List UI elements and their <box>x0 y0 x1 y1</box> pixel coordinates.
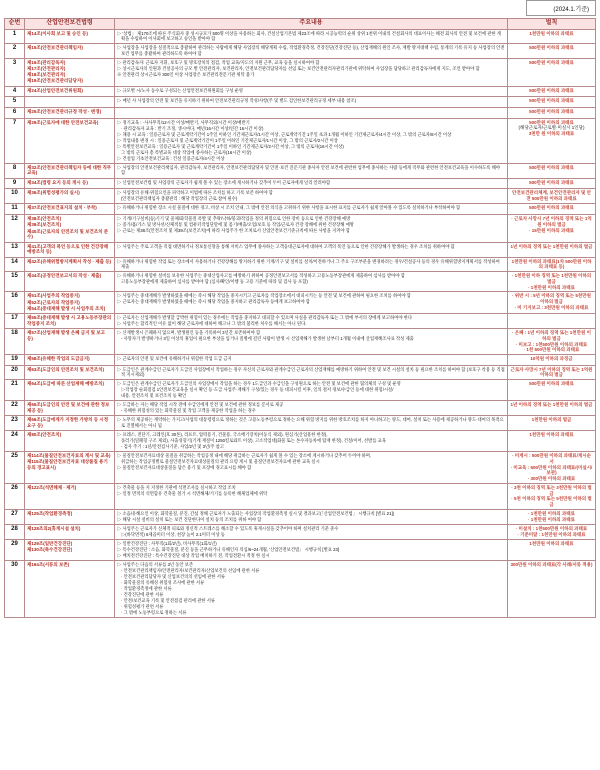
row-law: 제64조(도급에 따른 산업재해 예방조치) <box>25 380 115 401</box>
row-penalty: 1천만원 이하의 벌금 <box>508 416 596 431</box>
row-penalty: 안전보건관리체계, 보건안전관리자 및 안전 500만원 이하의 과태료 <box>508 189 596 204</box>
row-penalty: · 3천 이하의 징역 또는 3천만원 이하의 벌금 · 5천 이하의 징역 또는 5천만원 이하의 벌금 <box>508 483 596 509</box>
row-penalty: 500만원 이하의 과태료 <box>508 44 596 59</box>
row-number: 27 <box>5 509 25 524</box>
row-number: 10 <box>5 189 25 204</box>
row-number: 20 <box>5 365 25 380</box>
row-number: 21 <box>5 380 25 401</box>
table-body <box>5 29 596 617</box>
row-law: 제57조(산업재해 발생 은폐 금지 및 보고 등) <box>25 329 115 355</box>
row-number: 26 <box>5 483 25 509</box>
row-penalty: 1천만원 이하의 과태료 <box>508 431 596 452</box>
row-number: 9 <box>5 178 25 189</box>
row-penalty: 300만원 이하의 과태료(각 사례/서류 적용) <box>508 560 596 617</box>
row-law: 제65조(도급인의 안전 및 보건에 관한 정보 제공 등) <box>25 401 115 416</box>
row-law: 제122조(석면해체 · 제거) <box>25 483 115 509</box>
table-row <box>5 163 596 178</box>
row-content: ▷ 정기교육 : ·사사무직/12시간 이상/매반기, 사무직외/시간 이상/매반기 · 관리감독자 교육 : 반기 조정, 생시마다, 매년/16시간 이상/연간 16시간 이상) ▷ 채용 시 교육 : 일용근로자 및 근로계약기간이 1주일 이하인 기간제근로자/1시간 이상, 근로계약기간 1주일 초과 1개월 이하인 기간제근로자/4시간 이상, 그 밖의 근로자/8시간 이상 ▷ 작업내용 변경 시 : 일용근로자 및 근로계약기간이 1주일 이하인 기간제근로자/1시간 이상, 그 밖의 근로자/2시간 이상 ▷ 특별안전보건교육 : 일용근로자 및 근로계약기간이 1주일 이하인 기간제근로자/2시간 이상, 그 밖의 근로자(16시간 이상) 그 밖의 근로자 총 특별교육 대상 작업에 종사하는 근로자(16시간 이상) ▷ 건설업 기초안전보건교육 : 건설 일용근로자/4시간 이상 <box>115 118 508 163</box>
table-row <box>5 524 596 539</box>
row-penalty: 1천만원 이하의 과태료 <box>508 29 596 44</box>
row-law: 제42조(유해위험방지계획서 작성 · 제출 등) <box>25 257 115 272</box>
row-number: 17 <box>5 314 25 329</box>
row-penalty: 500만원 이하의 과태료 <box>508 58 596 86</box>
row-law: 제36조(위험성평가의 실시) <box>25 189 115 204</box>
table-row <box>5 204 596 215</box>
table-header-row <box>5 19 596 30</box>
row-penalty: · 1천만원 이하의 과태료 · 1천만원 이하의 과태료 <box>508 509 596 524</box>
row-law: 제14조(이사회 보고 및 승인 등) <box>25 29 115 44</box>
row-penalty: 500만원 이하의 과태료 <box>508 380 596 401</box>
row-content: ▷ 관리감독자: 근로자 지휘, 보호구 및 방호장치의 점검, 작업 교육/지도의 지원 근무, 교육 등을 실시하여야 함 ▷ 상시근로자의 인원과 건설공사의 규모 별 안전관리자, 보건관리자, 안전보건관리담당자를 선임 또는 보건안전관리자관리기관에 위탁하여 사업장을 담당하고 관리감독자에게 지도, 조언 받아야 함 ※ 안전관리 상시근로자 300인 이상 사업장은 보건관리전문기관 위탁 불가 <box>115 58 508 86</box>
row-law: 제55조(중대재해 발생 시 고용노동부장관의 작업중지 조치) <box>25 314 115 329</box>
row-law: 제44조(공정안전보고서의 작성 · 제출) <box>25 272 115 292</box>
row-number: 12 <box>5 215 25 243</box>
table-row <box>5 178 596 189</box>
row-law: 제66조(도급에게가 지정한 가방치 등 시정 요구 등) <box>25 416 115 431</box>
row-law: 제164조(서류의 보존) <box>25 560 115 617</box>
row-penalty: 1천만원 이하의 과태료 <box>508 539 596 560</box>
row-content: ▷ 근로자는 산업재해가 발생할 급박한 위험이 있는 경우에는 작업을 중지하고 대피할 수 있으며 사실을 관리감독자 또는 그 밖에 부서의 장에게 보고하여야 한다 ▷ 사업주는 합리적인 이유 없이 해당 근로자에 대하여 해고나 그 밖의 불리한 처우를 해서는 아니 된다. <box>115 314 508 329</box>
row-number: 16 <box>5 292 25 314</box>
row-number: 22 <box>5 401 25 416</box>
row-content: ▷ 근로자의 안전 및 보건에 유해하거나 위험한 작업 도급 금지 <box>115 355 508 366</box>
row-law: 제34조(법령 요지 등의 게시 등) <box>25 178 115 189</box>
row-number: 18 <box>5 329 25 355</box>
row-number: 8 <box>5 163 25 178</box>
row-content: ▷ 도급인은 관계수급인 근로자가 도급인의 사업장에서 작업을 하는 경우 1도급인과 수급인을 구성원으로 하는 안전 및 보건에 관한 협의체의 구성 및 운영 ▷작업장 순회점검 1안전보건교육을 실시 확인 등·도급 사업주·재해가 구성/있는 경우 등 대피시킬 이후, 일의 철저 경보/수급인 등에 대한 위험/시설/ 내용, 안전조치 및 보건조치 등 확인 <box>115 380 508 401</box>
row-number: 29 <box>5 539 25 560</box>
row-number: 14 <box>5 257 25 272</box>
row-law: 제129조(일반건강진단) 제130조(특수건강진단) <box>25 539 115 560</box>
col-header-content: 주요내용 <box>115 19 508 30</box>
row-law: 제16조(관리감독자) 제17조(안전관리자) 제18조(보건관리자) 제19조(안전보건관리담당자) <box>25 58 115 86</box>
table-row <box>5 118 596 163</box>
table-row <box>5 329 596 355</box>
row-penalty: 500만원 이하의 과태료 <box>508 108 596 119</box>
row-law: 제63조(도급인의 안전조치 및 보건조치) <box>25 365 115 380</box>
row-number: 24 <box>5 431 25 452</box>
row-number: 13 <box>5 242 25 257</box>
row-number: 5 <box>5 97 25 108</box>
row-law: 제41조(고객의 폭언 등으로 인한 건강장해 예방조치 등) <box>25 242 115 257</box>
row-content: ▷ 사업주는 주로 고객을 직접 대면하거나 정보통신망을 통해 서비스 업무에 종사하는 고객응대근로자에 대하여 고객의 폭언 등으로 인한 건강장해가 발생하는 경우 조치를 취하여야 함 <box>115 242 508 257</box>
row-penalty <box>508 314 596 329</box>
row-content: ▷ 유해하거나 위험한 설비를 보유한 사업주는 중대산업사고를 예방하기 위하여 공정안전보고서를 작성하고 고용노동부장관에게 제출하여 심사를 받아야 함 고용노동부장관에게 제출하여 심사를 받아야 함 (심사/확인/이행 등 고용 기준에 따라 및 검사 등 포함) <box>115 272 508 292</box>
row-number: 11 <box>5 204 25 215</box>
row-number: 25 <box>5 452 25 484</box>
row-penalty: 500만원 이하의 과태료 <box>508 204 596 215</box>
row-content: ▷ 물질안전보건자료대상 물질을 취급하는 작업공정 내에 해당 취급하는 근로자가 쉽게 볼 수 있는 장소에 게시하거나 갖추어 두어야 하며, 취급하는 작업공정별로 물질안전보건자료대상물질의 관리 요령 게시 및 물질안전보건자료에 관한 교육 실시 ▷ 물질안전보건자료대상물질을 담은 용기 및 포장에 경고표시를 해야 함 <box>115 452 508 484</box>
table-row <box>5 242 596 257</box>
law-summary-table <box>4 18 596 618</box>
row-content: ▷ '상법」 제170조에 따른 주식회사 중 성시규모가 500명 이상을 사용하는 회사, 건설산업기본법 제23조에 따라 시공능력의 순위 상위 1천위 이내의 건설회사의 대표이사는 해전 회사의 안전 및 보건에 관한 계획을 수립하여 이사회에 보고하고 승인을 받아야 함 <box>115 29 508 44</box>
row-penalty: · 미게시 : 500만원 이하의 과태료/게시순서 · 미교육 : 500만원 이하의 과태료/(미실시/보관) · 300만원 이하의 과태료 <box>508 452 596 484</box>
row-number: 28 <box>5 524 25 539</box>
row-penalty: 근로자 사망시 7년 이하의 징역 또는 1억원 이하의 벌금 <box>508 365 596 380</box>
row-penalty: 1년 이하의 징역 또는 1천만원 이하의 벌금 <box>508 242 596 257</box>
row-law: 제25조(안전보건관리규정 작성 · 변경) <box>25 108 115 119</box>
row-number: 6 <box>5 108 25 119</box>
row-penalty: 500만원 이하의 과태료 <box>508 97 596 108</box>
row-number: 3 <box>5 58 25 86</box>
row-law: 제125조(작업환경측정) <box>25 509 115 524</box>
row-content: ▷ 일반건강진단 : 사무직(1회/2년), 비사무직(1회/1년) ▷ 특수건강진단 : 소음, 화학물질, 분진 등을 근무하거나 유해인자 의심/6~24개월, '산업안전보건법」 시행규칙 [별표 23] ▷ 배치전건강진단 : 특수건강진단 대상 작업 배치하기 전, 작업전환시 적정 한 실시 <box>115 539 508 560</box>
row-content: ▷ 소음/유해요인 이상, 화학물질, 분진, 간섭 정해 근로자가 노출되는 사업장의 작업환경측정 실시 및 결과보고(「산업안전보건법」 시행규칙 [별표 21]) ▷ 해당 시설 설비의 설치 또는 보건 진단한다이 설치 등의 조치를 취하 여야 함 <box>115 509 508 524</box>
row-content: ▷ 규모별 시/노사 동수로 구성되는 산업안전보건위원회를 구성 운영 <box>115 86 508 97</box>
table-row <box>5 257 596 272</box>
row-number: 2 <box>5 44 25 59</box>
table-row <box>5 189 596 204</box>
date-note: (2024.1.기준) <box>526 0 596 16</box>
row-number: 7 <box>5 118 25 163</box>
row-content: ▷ 유해하거나 위험한 장소 시설 물질에 대한 경고, 비상 시 조치 안내, 그 밖에 안전 의식을 고취하기 위한 사항을 표시한 표지를 근로자가 쉽게 알아볼 수 있도록 설치하거나 부착하여야 함 <box>115 204 508 215</box>
row-law: 제80조(안전조치) <box>25 431 115 452</box>
row-content: ▷ 건축물 등을 지 지정한 기관에 석면조사를 실시하고 작업 조치 ▷ 일정 면적의 석면함유 건축물 철거 시 석면해체/거기를 등록한 해체업체에 위탁 <box>115 483 508 509</box>
row-content: ▷ 도급인은 관계수급인 근로자가 도급인 사업장에서 작업하는 경우 자신의 근로자와 관계수급인 근로자의 산업재해를 예방하기 위하여 안전 및 보건 시설의 설치 등 필요한 조치를 하여야 함 (보호구 착용 등 직접적 지시제외) <box>115 365 508 380</box>
row-content: ▷ 기계/기구설비(등)기기 및 물체/화학물질 폭발 및 추락/낙하/붕괴/작업을 정의 위험으로 인한 장비 등으로 인한 건강장해 예방 ▷ 증가/흡/가스 및 방사선/신체적통 및 컴퓨터작업단말에 및 몸기/배출/오염/보호 등 작업/근로자 건강 장해에 위한 건강장해 예방 ▷ 근로는 제38조(안전조치 및 제39조(보건조치)에 따라 사업주가 한 조치로서 산업안전보건기준규칙에 따른 사항을 지켜야 함 <box>115 215 508 243</box>
row-number: 15 <box>5 272 25 292</box>
row-law <box>25 97 115 108</box>
row-penalty: · 근로자 사망시 7년 이하의 징역 또는 1억원 이하의 벌금 · 15만원 이하의 과태료 <box>508 215 596 243</box>
row-penalty: 1년 이하의 징역 또는 1천만원 이하의 벌금 <box>508 401 596 416</box>
row-content: ▷ 산업안전보건법 및 사업장의 근로자가 쉽게 볼 수 있는 장소에 게시하거나 갖추어 두어 근로자에게 널리 알려야함 <box>115 178 508 189</box>
row-law: 제38조(안전조치) 제39조(보건조치) 제40조(근로자의 안전조치 및 보건조치 준수) <box>25 215 115 243</box>
row-content: ▷ 도급하는 자는 해당 작업 시작 전에 수급인에게 안전 및 보건에 관한 정보를 문서로 제공 - 유해한 위험성의 있는 화학물질 및 작업 고객을 제공한 작업을 하는 경우 <box>115 401 508 416</box>
table-row <box>5 452 596 484</box>
row-law: 제32조(안전보건관리책임자 등에 대한 직무교육) <box>25 163 115 178</box>
table-row <box>5 416 596 431</box>
row-number: 4 <box>5 86 25 97</box>
row-law: 제24조(산업안전보건위원회) <box>25 86 115 97</box>
row-penalty: · 은폐 : 1년 이하의 징역 또는 1천만원 이하의 벌금 · 미보고 : 1천500만원 이하의 과태료 · 1천 500만원 이하의 과태료 <box>508 329 596 355</box>
row-law: 제58조(유해한 작업의 도급금지) <box>25 355 115 366</box>
row-content: ▷ 사업주는 근로자가 신체적 피로와 정신적 스트레스를 해소할 수 있도록 휴게시설을 갖추어야 하며 설치관리 기준 준수 ▷(바닥면적) 6제곱미터 이상, 천장 높이 2.1미터 이상 등 <box>115 524 508 539</box>
row-law: 제51조(사업주의 작업중지) 제52조(근로자의 작업중지) 제54조(중대재해 발생 시 사업주의 조치) <box>25 292 115 314</box>
table-row <box>5 365 596 380</box>
table-row <box>5 44 596 59</box>
row-content: ▷ 사업장의 유해·위험요인을 파악하고 이법에 따른 조치를 하고 기록 보존 하여야 함 (안전보건관리책임자 총괄관리 : 해당 작업장의 근로 참여 필수) <box>115 189 508 204</box>
row-number: 30 <box>5 560 25 617</box>
row-content <box>115 108 508 119</box>
row-content: ▷ 사업주는 중대재해가 발생하였을 때에는 즉시 해당 작업을 중지시키고 근로자를 작업장소에서 대피시키는 등 안전 및 보건에 관하여 필요한 조치를 하여야 함 ▷ 근로자는 중대재해가 발생하였을 때에는 즉시 해당 작업을 중지하고 관리감독자 등에게 보고하여야 함 <box>115 292 508 314</box>
table-row <box>5 380 596 401</box>
row-content: ▷ 사업주는 다음의 서류를 3년 동안 보존 · 안전보건관리책임자/안전관리자/보건관리자/산업보건의 선임에 관한 서류 · 안전보건관리담당자 및 산업보건의의 선임에 관한 서류 · 화학물질의 유해성 위험성 조사에 관한 서류 · 작업환경측정에 관한 서류 · 건강진단에 관한 서류 · 안전/보건교육 기록 및 안전점검 관리에 관한 서류 · 위험성평가 관련 서류 · 그 밖에 노동부령으로 정하는 서류 <box>115 560 508 617</box>
table-row <box>5 560 596 617</box>
row-content: ▷ 사업장의 안전보건관리책임자, 관리감독자, 보건관리자, 안전보건관리담당자 및 안전·보건 진문기관 종사자 안전 보건에 관련한 업무에 종사하는 사람 등에게 직무와 관련한 안전보건교육을 이수하도록 해야 함 <box>115 163 508 178</box>
row-content: ▷ 노무의 제공하는 계약하는 가지고/사업의 대통령령으로 정하는 것은 고용노동부령으로 정하는 요해 위험 방지를 위한 방호조치를 하지 아니하고는 양도, 대여, 설치 또는 사용에 제공하거나 양도·대여의 목적으로 진열해서는 아니 됨 <box>115 416 508 431</box>
col-header-no: 순번 <box>5 19 25 30</box>
row-law: 제114조(물질안전보건자료의 게시 및 교육) 제115조(물질안전보건자료 대상물질 용기 등의 경고표시) <box>25 452 115 484</box>
row-content: ▷ 사업장을 사업장을 실질적으로 총괄하여 관리하는 사람에게 해당 사업장의 해당계획 수립, 작업환경측정, 건강진단(건강진단 등), 산업재해의 원인 조사, 재발 방지대책 수립, 통계의 기록 유지 등 사업장의 안전 보건 업무를 총괄하여 관리하도록 하여야 함 <box>115 44 508 59</box>
row-penalty: · 미설치 : 1천500만원 이하의 과태료 · 기준미달 : 1천만원 이하의 과태료 <box>508 524 596 539</box>
row-penalty: 10억원 이하의 과징금 <box>508 355 596 366</box>
table-row <box>5 483 596 509</box>
row-law: 제15조(안전보건관리책임자) <box>25 44 115 59</box>
table-row <box>5 431 596 452</box>
table-row <box>5 97 596 108</box>
table-row <box>5 86 596 97</box>
row-content: ▷ 매년 사 사업장의 안전 및 보건을 유지하기 위하여 안전보건관리규정 작성/사항(주 및 별도 검인한보건관리규정 세부 내용 참조) <box>115 97 508 108</box>
table-row <box>5 108 596 119</box>
row-penalty: 500만원 이하의 과태료 (해당근로자/근로별·미실시 1인당) 3천만 원 이하의 과태료 <box>508 118 596 163</box>
row-number: 23 <box>5 416 25 431</box>
row-penalty: 500만원 이하의 과태료 <box>508 178 596 189</box>
table-row <box>5 292 596 314</box>
row-law: 제128조의2(휴게시설 설치) <box>25 524 115 539</box>
row-content: ▷ 프레스, 전단기, 크레인(호 30톤), 리프트, 압력용기, 건물용, 국소배기장치(이동식 제외), 원심기(산업용한 한정), 롤러기(밀폐형 구조 제외), 사출성형기(기계 재질이 1250킬로와트 이상), 고소작업대(화물 또는 톤수자동차에 탑재 한정), 건설/이어, 선발를 교육 - 검사 주기 : 1년/안전검사기준, 사업/2년 및 3년/주 참고 <box>115 431 508 452</box>
table-row <box>5 401 596 416</box>
table-row <box>5 272 596 292</box>
row-penalty: · 1천만원 이하 징역 또는 1천만원 이하의 벌금 · 1천만원 이하의 과태료 <box>508 272 596 292</box>
row-content: ▷ 유해하거나 위험한 작업 또는 장소에서 사용하거나 건강장해를 방지하기 위한 기계/기구 및 설비를 설치/이전하거나 그 주요 구조부분을 변경하려는 경우/건설공사 등의 경우 유해위험방지계획서를 작성하여 제출 <box>115 257 508 272</box>
row-penalty: 500만원 이하의 과태료 <box>508 86 596 97</box>
row-law: 제37조(안전보건표지의 설치 · 부착) <box>25 204 115 215</box>
table-row <box>5 29 596 44</box>
table-row <box>5 314 596 329</box>
table-row <box>5 539 596 560</box>
row-number: 19 <box>5 355 25 366</box>
table-row <box>5 58 596 86</box>
row-penalty: · 위반 시 : 5년 이하의 징역 또는 5천만원 이하의 벌금 · 미 기지보고 : 3천만원 이하의 과태료 <box>508 292 596 314</box>
table-row <box>5 355 596 366</box>
col-header-penalty: 벌칙 <box>508 19 596 30</box>
table-row <box>5 215 596 243</box>
row-content: ▷ 산재발생시 은폐하지 않으며, 발생원인 등을 기록하여 3년간 보존하여야 함 - 사망자가 발생하거나 3일 이상의 휴업이 필요한 부상을 입거나 질병에 걸린 사람이 발생 시 산업재해가 발생한 날부터 1개월 이내에 산업재해조사표 작성 제출 <box>115 329 508 355</box>
row-law: 제29조(근로자에 대한 안전보건교육) <box>25 118 115 163</box>
table-row <box>5 509 596 524</box>
row-number: 1 <box>5 29 25 44</box>
row-penalty: 500만원 이하의 과태료 <box>508 163 596 178</box>
row-penalty: 1천만원 이하의 과태료(1차 500만원 이하의 과태료 등) <box>508 257 596 272</box>
col-header-law: 산업안전보건법령 <box>25 19 115 30</box>
